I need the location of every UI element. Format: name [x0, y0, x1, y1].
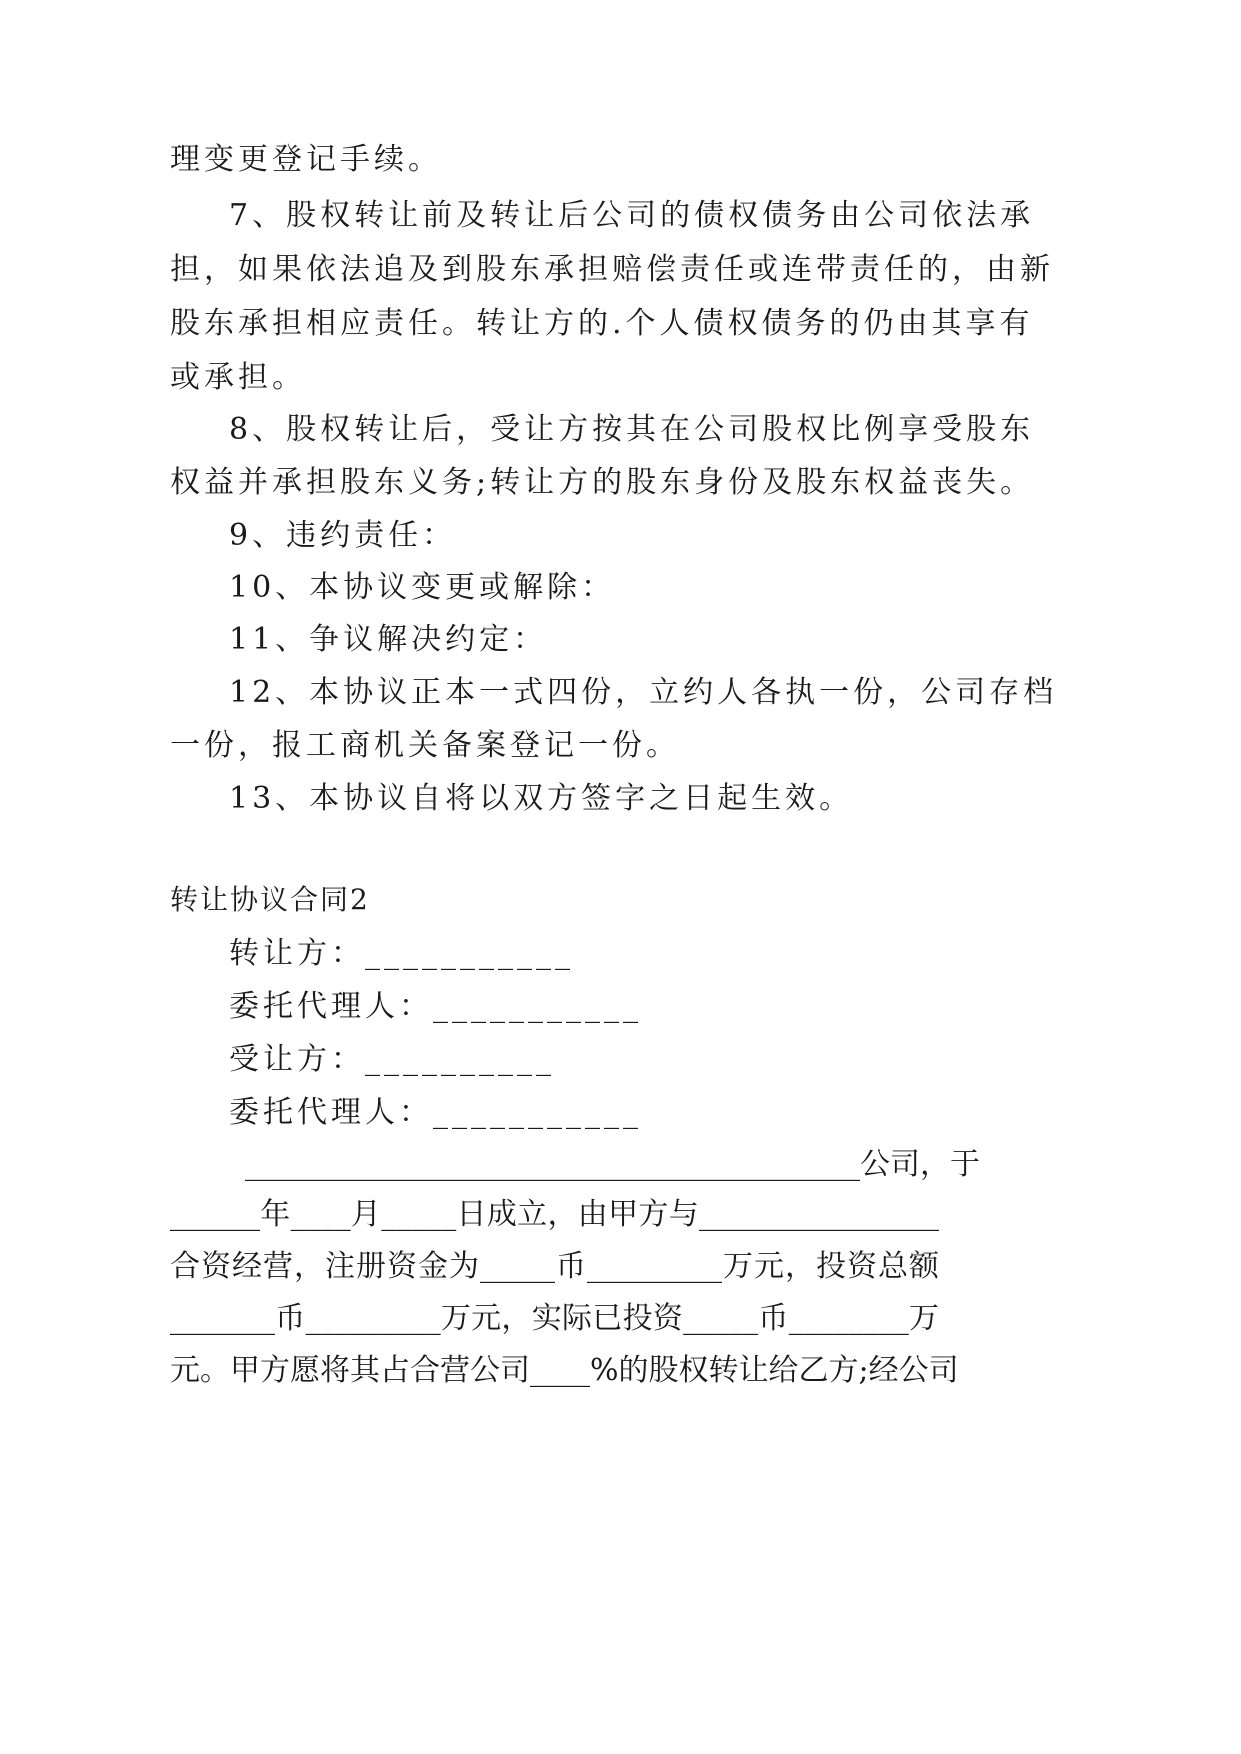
text-line: 8、股权转让后，受让方按其在公司股权比例享受股东: [229, 412, 1035, 447]
party-line: 委托代理人：___________: [229, 989, 642, 1024]
body-line: 元。甲方愿将其占合营公司____%的股权转让给乙方;经公司: [170, 1353, 959, 1388]
text-line: 13、本协议自将以双方签字之日起生效。: [229, 781, 854, 816]
party-line: 转让方：___________: [229, 936, 574, 971]
body-line: _______币_________万元，实际已投资_____币________万: [170, 1301, 939, 1336]
party-line: 受让方：__________: [229, 1042, 555, 1077]
text-line: 10、本协议变更或解除：: [229, 570, 616, 605]
section-title: 转让协议合同2: [170, 883, 370, 916]
text-line: 股东承担相应责任。转让方的.个人债权债务的仍由其享有: [170, 306, 1034, 341]
text-line: 12、本协议正本一式四份，立约人各执一份，公司存档: [229, 675, 1058, 710]
text-line: 7、股权转让前及转让后公司的债权债务由公司依法承: [229, 198, 1035, 233]
text-line: 11、争议解决约定：: [229, 622, 548, 657]
text-line: 理变更登记手续。: [170, 142, 442, 177]
text-line: 权益并承担股东义务;转让方的股东身份及股东权益丧失。: [170, 465, 1035, 500]
text-line: 担，如果依法追及到股东承担赔偿责任或连带责任的，由新: [170, 252, 1054, 287]
body-line: _________________________________________公司，于: [245, 1147, 980, 1182]
text-line: 或承担。: [170, 360, 306, 395]
body-line: 合资经营，注册资金为_____币_________万元，投资总额: [170, 1249, 939, 1284]
text-line: 9、违约责任：: [229, 518, 457, 553]
party-line: 委托代理人：___________: [229, 1095, 642, 1130]
text-line: 一份，报工商机关备案登记一份。: [170, 728, 680, 763]
body-line: ______年____月_____日成立，由甲方与________________: [170, 1197, 939, 1232]
